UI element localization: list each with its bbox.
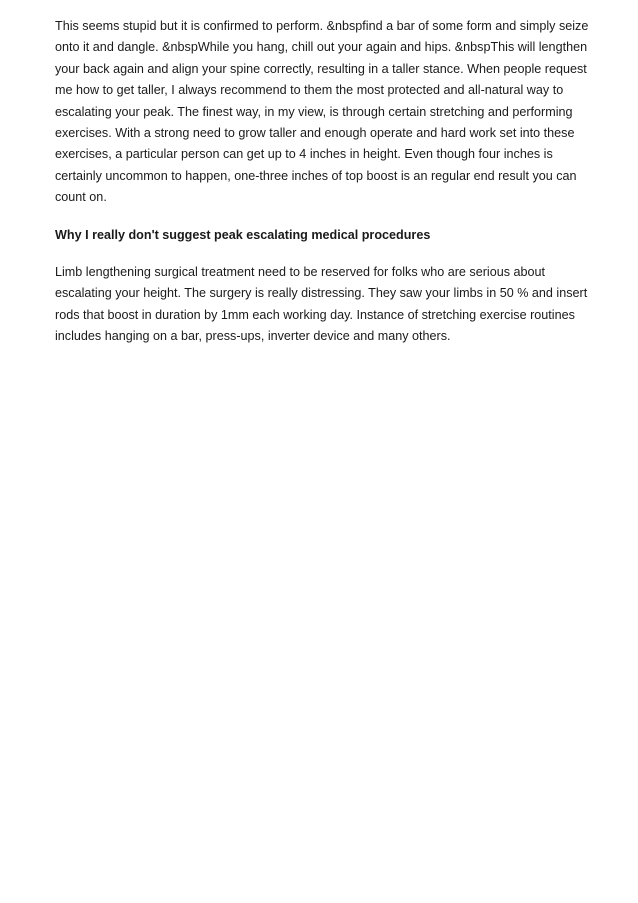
paragraph-stretching-intro: This seems stupid but it is confirmed to perform. &nbspfind a bar of some form and simply seize onto it and dangle. &nbspWhile you hang, chill out your again and hips. &nbspThis will lengthen your back again and align your spine correctly, resulting in a taller stance. When people request me how to get taller, I always recommend to them the most protected and all-natural way to escalating your peak. The finest way, in my view, is through certain stretching and performing exercises. With a strong need to grow taller and enough operate and hard work set into these exercises, a particular person can get up to 4 inches in height. Even though four inches is certainly uncommon to happen, one-three inches of top boost is an regular end result you can count on. xyxy=(55,19,589,205)
section-heading: Why I really don't suggest peak escalating medical procedures xyxy=(55,227,431,242)
document-body xyxy=(55,16,595,364)
paragraph-limb-surgery: Limb lengthening surgical treatment need to be reserved for folks who are serious about escalating your height. The surgery is really distressing. They saw your limbs in 50 % and insert rods that boost in duration by 1mm each working day. Instance of stretching exercise routines includes hanging on a bar, press-ups, inverter device and many others. xyxy=(55,265,588,344)
